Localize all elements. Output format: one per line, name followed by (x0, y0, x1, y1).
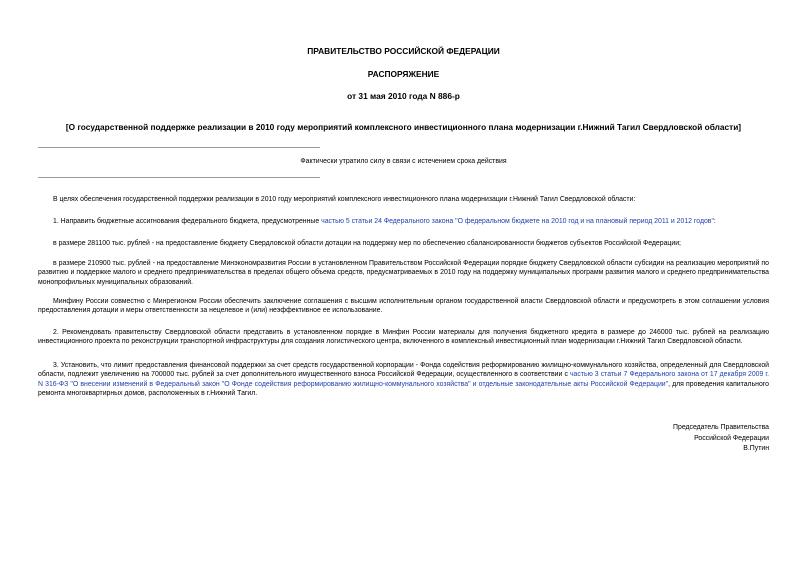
date-number-heading: от 31 мая 2010 года N 886-р (347, 91, 460, 101)
government-heading: ПРАВИТЕЛЬСТВО РОССИЙСКОЙ ФЕДЕРАЦИИ (307, 46, 500, 56)
intro-paragraph: В целях обеспечения государственной поддержки реализации в 2010 году мероприятий комплексного инвестиционного плана модернизации г.Нижний Тагил Свердловской области: (53, 196, 636, 203)
paragraph-1-tail: : (713, 218, 716, 225)
status-note: Фактически утратило силу в связи с истечением срока действия (300, 158, 507, 165)
signature-block (673, 423, 769, 455)
document-type-heading: РАСПОРЯЖЕНИЕ (367, 69, 440, 79)
paragraph-1b: в размере 210900 тыс. рублей - на предоставление Минэкономразвития России в установленном Правительством Российской Федерации порядке бюджету Свердловской области субсидии на реализацию мероприятий по развитию и поддержке малого и среднего предпринимательства в пределах общего объема средств, предусматриваемых в 2010 году на поддержку муниципальных программ развития малого и среднего предпринимательства монопрофильных муниципальных образований. (38, 260, 769, 286)
budget-law-link[interactable]: частью 5 статьи 24 Федерального закона "О федеральном бюджете на 2010 год и на плановый период 2011 и 2012 годов" (321, 218, 714, 225)
paragraph-2: 2. Рекомендовать правительству Свердловской области представить в установленном порядке в Минфин России материалы для получения бюджетного кредита в размере до 246000 тыс. рублей на реализацию инвестиционного проекта по реконструкции транспортной инфраструктуры для создания логистического центра, включенного в комплексный инвестиционный план модернизации г.Нижний Тагил Свердловской области. (38, 329, 769, 346)
paragraph-3-text: 3. Установить, что лимит предоставления финансовой поддержки за счет средств государственной корпорации - Фонда содействия реформированию жилищно-коммунального хозяйства, определенный для Свердловской области, подлежит увеличению на 700000 тыс. рублей за счет дополнительного имущественного взноса Российской Федерации, осуществленного в соответствии с (38, 362, 769, 379)
divider-bottom (38, 177, 320, 178)
signature-position: Председатель Правительства (673, 424, 769, 431)
paragraph-1c: Минфину России совместно с Минрегионом России обеспечить заключение соглашения с высшим исполнительным органом государственной власти Свердловской области и предусмотреть в этом соглашении условия предоставления дотации и меры ответственности за нецелевое и (или) неэффективное ее использование. (38, 298, 769, 315)
paragraph-1-text: 1. Направить бюджетные ассигнования федерального бюджета, предусмотренные (53, 218, 322, 225)
document-title: [О государственной поддержке реализации в 2010 году мероприятий комплексного инвестиционного плана модернизации г.Нижний Тагил Свердловской области] (65, 122, 742, 132)
paragraph-1a: в размере 281100 тыс. рублей - на предоставление бюджету Свердловской области дотации на поддержку мер по обеспечению сбалансированности бюджетов субъектов Российской Федерации; (53, 240, 681, 247)
paragraph-3 (38, 361, 769, 399)
paragraph-3-tail: , для проведения капитального ремонта многоквартирных домов, расположенных в г.Нижний Тагил. (38, 380, 770, 398)
signature-name: В.Путин (743, 445, 769, 452)
federal-law-316-link[interactable]: частью 3 статьи 7 Федерального закона от 17 декабря 2009 г. N 316-ФЗ "О внесении изменений в Федеральный закон "О Фонде содействия реформированию жилищно-коммунального хозяйства" и отдельные законодательные акты Российской Федерации" (38, 371, 769, 388)
paragraph-1 (38, 217, 769, 226)
divider-top (38, 147, 320, 148)
signature-organization: Российской Федерации (694, 434, 769, 442)
